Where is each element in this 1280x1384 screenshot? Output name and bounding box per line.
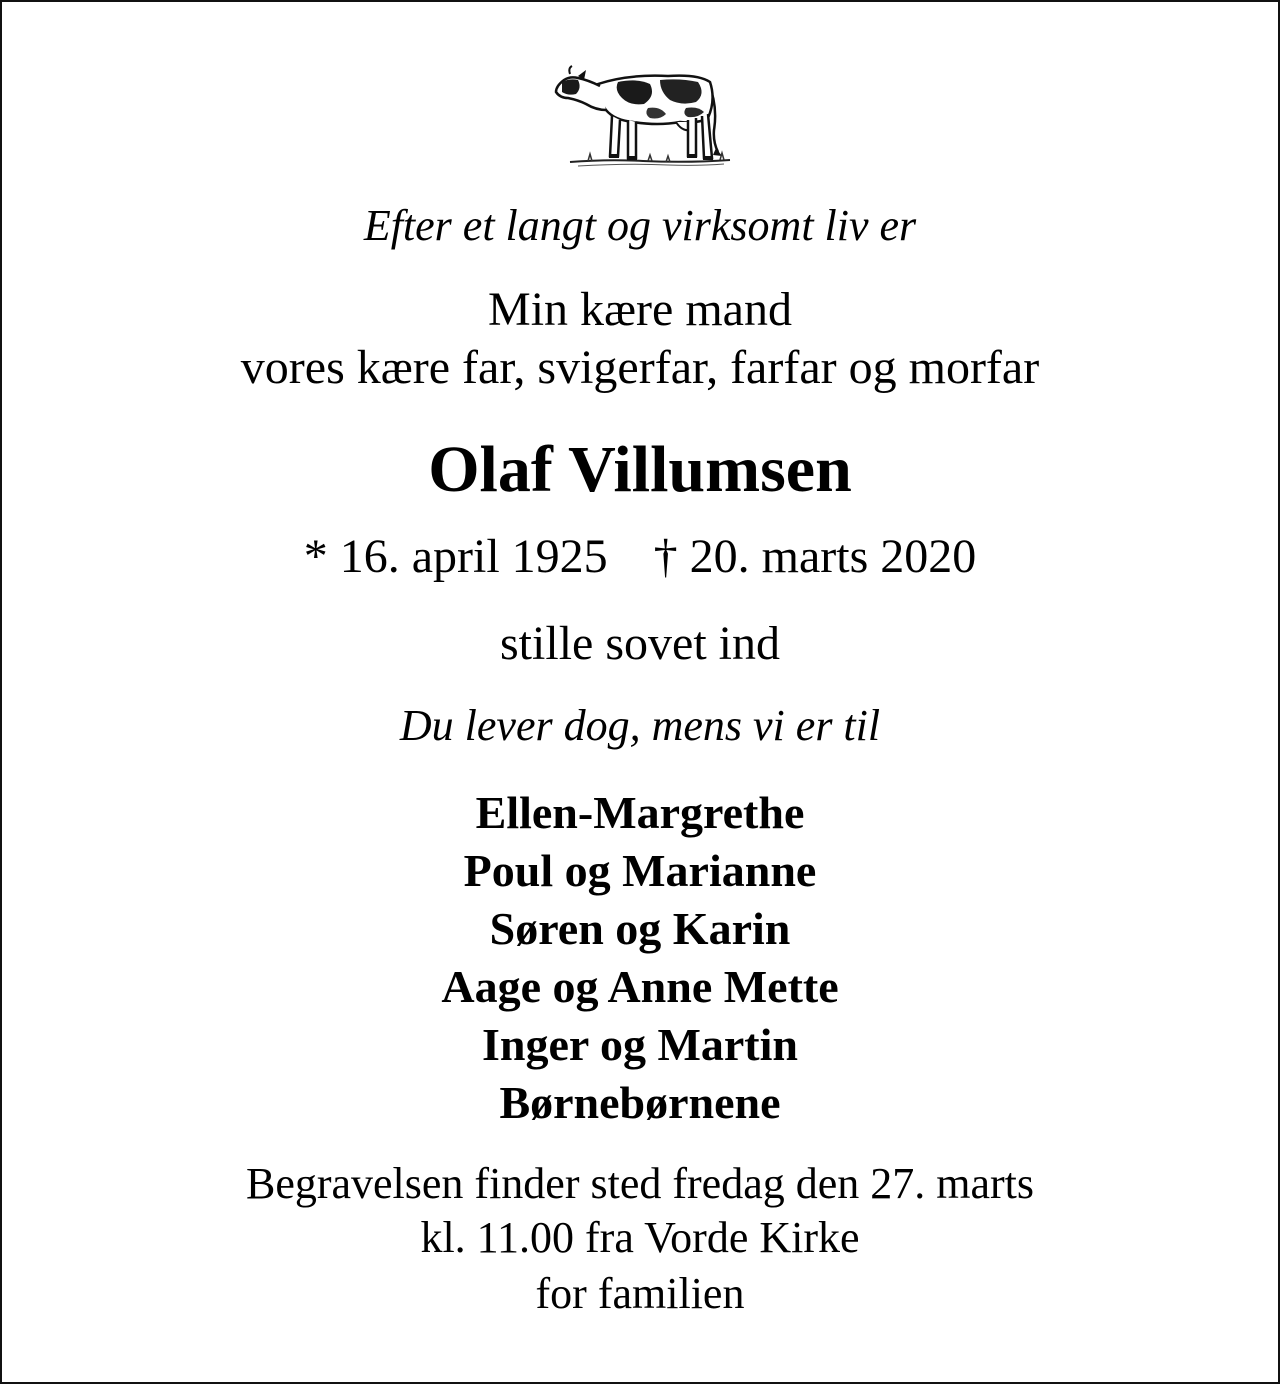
mourner-name: Aage og Anne Mette <box>441 961 839 1012</box>
mourner-name: Inger og Martin <box>481 1019 798 1070</box>
deceased-name: Olaf Villumsen <box>428 433 852 506</box>
intro-text: Efter et langt og virksomt liv er <box>363 201 917 250</box>
mourner-name: Søren og Karin <box>489 903 791 954</box>
death-date: † 20. marts 2020 <box>653 530 977 583</box>
funeral-info-date: Begravelsen finder sted fredag den 27. marts <box>245 1159 1035 1208</box>
funeral-info-place: kl. 11.00 fra Vorde Kirke <box>420 1213 860 1262</box>
relation-line-spouse: Min kære mand <box>488 283 792 336</box>
life-dates <box>2 526 1278 588</box>
memorial-quote: Du lever dog, mens vi er til <box>399 701 881 750</box>
funeral-info-note: for familien <box>535 1269 745 1318</box>
passing-text: stille sovet ind <box>500 617 780 670</box>
relation-line-family: vores kære far, svigerfar, farfar og morfar <box>240 341 1040 394</box>
mourner-name: Ellen-Margrethe <box>475 787 805 838</box>
cow-icon <box>548 60 736 170</box>
mourners-list <box>2 784 1278 1132</box>
birth-date: * 16. april 1925 <box>303 530 608 583</box>
mourner-name: Poul og Marianne <box>463 845 817 896</box>
mourner-name: Børnebørnene <box>499 1077 781 1128</box>
